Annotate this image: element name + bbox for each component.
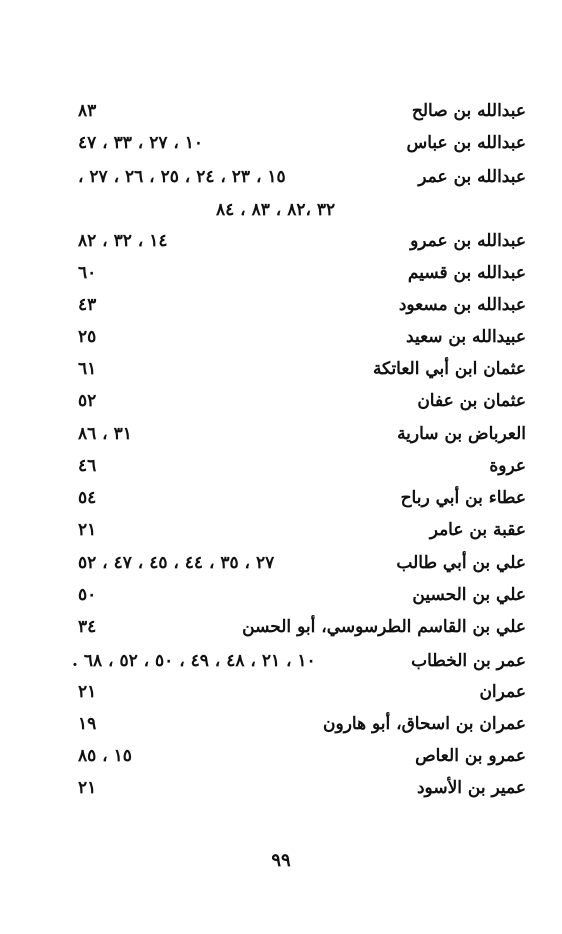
entry-name: عثمان بن عفان [417,391,526,411]
index-entry [78,322,526,352]
index-entry [72,646,526,676]
index-entry [78,451,526,481]
entry-name: عطاء بن أبي رباح [400,488,526,508]
entry-name: عمرو بن العاص [415,746,526,766]
entry-name: عروة [489,456,526,476]
entry-pages: ١٥ ، ٨٥ [78,746,132,766]
index-entry [78,741,526,771]
index-entry [78,258,526,288]
entry-pages: ٥٠ [78,585,97,605]
index-entry [78,96,526,126]
entry-pages: ٥٢ [78,391,97,411]
entry-pages: ١٤ ، ٣٢ ، ٨٢ [78,231,168,251]
entry-name: عبدالله بن مسعود [398,295,526,315]
index-entry [78,386,526,416]
index-entry [78,773,526,803]
entry-name: عمران بن اسحاق، أبو هارون [323,714,526,734]
entry-name: علي بن أبي طالب [396,553,526,573]
entry-name: عبدالله بن عباس [406,133,526,153]
index-entry [78,580,526,610]
entry-name: علي بن الحسين [412,585,526,605]
entry-pages: ٣٤ [78,617,97,637]
entry-name: عبيدالله بن سعيد [406,327,526,347]
index-entry [78,226,526,256]
entry-pages: ٣١ ، ٨٦ [78,424,132,444]
entry-name: علي بن القاسم الطرسوسي، أبو الحسن [242,617,526,637]
entry-pages: ٤٦ [78,456,97,476]
entry-pages: ١٠ ، ٢١ ، ٤٨ ، ٤٩ ، ٥٠ ، ٥٢ ، ٦٨ . [72,651,316,671]
entry-name: عقبة بن عامر [429,520,526,540]
index-entry-continuation [78,195,526,225]
index-entry [78,677,526,707]
entry-name: العرباض بن سارية [397,424,526,444]
index-entry [78,290,526,320]
entry-pages: ٣٢ ،٨٢ ، ٨٣ ، ٨٤ [216,200,336,220]
entry-pages: ٦١ [78,359,97,379]
entry-pages: ٤٣ [78,295,97,315]
entry-name: عمير بن الأسود [416,778,526,798]
index-entry [78,162,526,192]
entry-pages: ٢١ [78,778,97,798]
entry-pages: ٢١ [78,682,97,702]
entry-pages: ٢٧ ، ٣٥ ، ٤٤ ، ٤٥ ، ٤٧ ، ٥٢ [78,553,275,573]
entry-name: عمران [479,682,526,702]
entry-name: عبدالله بن صالح [411,101,526,121]
index-entry [78,419,526,449]
entry-pages: ٨٣ [78,101,97,121]
entry-pages: ١٥ ، ٢٣ ، ٢٤ ، ٢٥ ، ٢٦ ، ٢٧ ، [78,167,286,187]
page-number: ٩٩ [271,850,291,871]
entry-pages: ٢٥ [78,327,97,347]
entry-pages: ١٩ [78,714,97,734]
entry-name: عمر بن الخطاب [411,651,526,671]
entry-pages: ١٠ ، ٢٧ ، ٣٣ ، ٤٧ [78,133,204,153]
entry-name: عبدالله بن عمرو [410,231,526,251]
index-entry [78,548,526,578]
index-entry [78,709,526,739]
entry-name: عبدالله بن عمر [418,167,526,187]
index-entry [78,128,526,158]
entry-pages: ٢١ [78,520,97,540]
index-entry [78,483,526,513]
index-entry [78,612,526,642]
index-entry [78,354,526,384]
entry-pages: ٥٤ [78,488,97,508]
entry-name: عبدالله بن قسيم [407,263,526,283]
index-entry [78,515,526,545]
entry-name: عثمان ابن أبي العاتكة [372,359,526,379]
entry-pages: ٦٠ [78,263,97,283]
